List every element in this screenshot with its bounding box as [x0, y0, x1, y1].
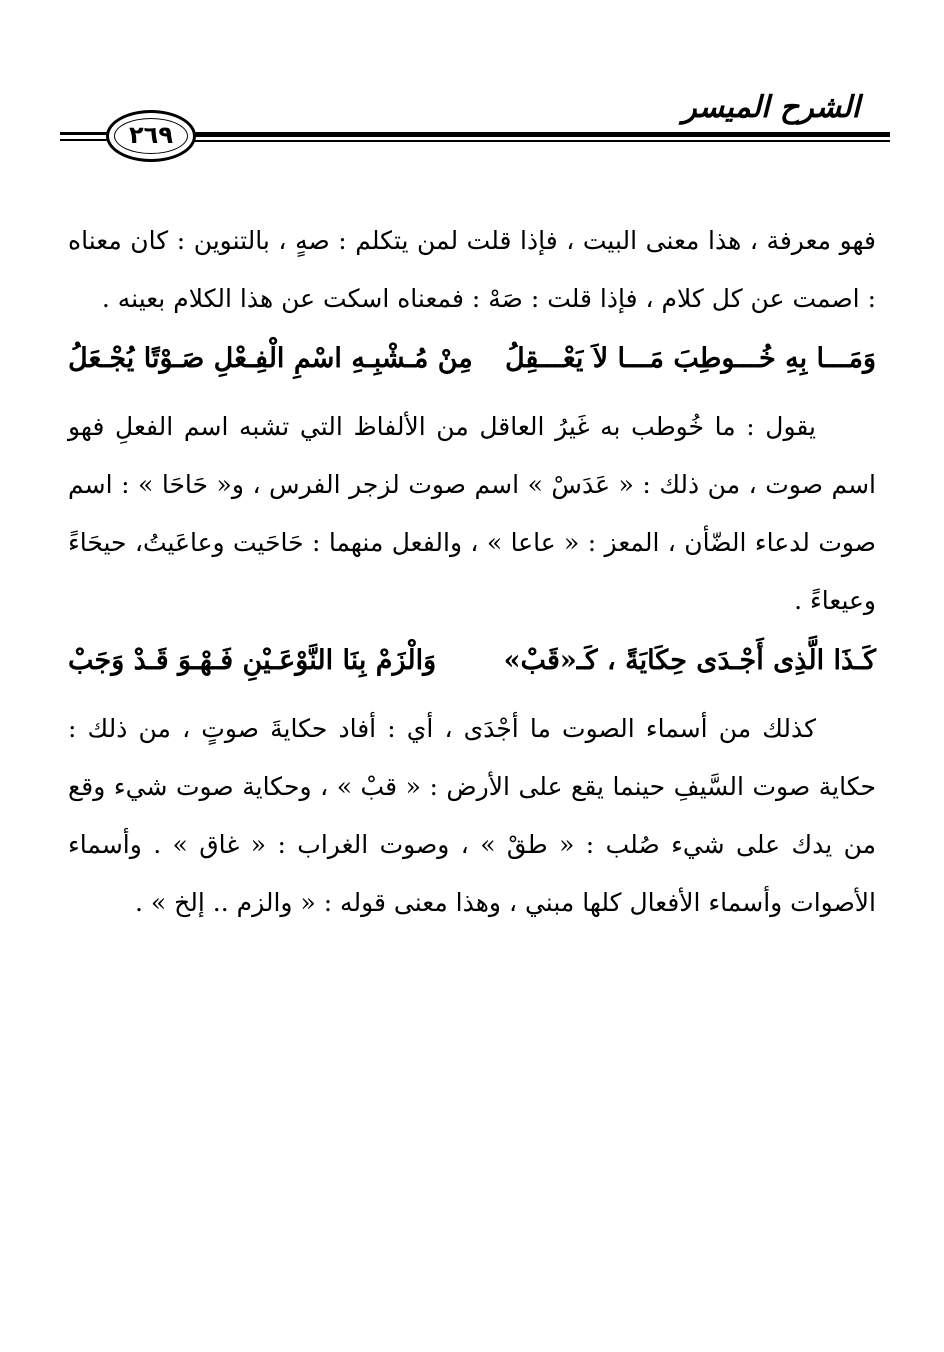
verse-2-second-hemistich: وَالْزَمْ بِنَا النَّوْعَـيْنِ فَـهْـوَ قَـدْ وَجَبْ	[68, 645, 437, 676]
header-rule-thin	[180, 140, 890, 142]
verse-2	[68, 630, 876, 694]
paragraph-1: فهو معرفة ، هذا معنى البيت ، فإذا قلت لمن يتكلم : صهٍ ، بالتنوين : كان معناه : اصمت عن كل كلام ، فإذا قلت : صَهْ : فمعناه اسكت عن هذا الكلام بعينه .	[68, 226, 876, 313]
header-rule-left-top	[60, 132, 112, 135]
page-number-frame	[106, 110, 196, 162]
verse-1-first-hemistich: وَمَـــا بِهِ خُـــوطِبَ مَـــا لاَ يَعْـــقِلُ	[504, 343, 876, 374]
page-header	[60, 88, 890, 168]
verse-1-second-hemistich: مِنْ مُـشْبِـهِ اسْمِ الْفِـعْلِ صَـوْتًا يُجْـعَلُ	[68, 343, 473, 374]
header-rule-thick	[180, 132, 890, 137]
header-rule-left-bottom	[60, 139, 112, 141]
book-title: الشرح الميسر	[682, 90, 860, 125]
page-content	[68, 212, 876, 932]
paragraph-2: يقول : ما خُوطب به غَيرُ العاقل من الألفاظ التي تشبه اسم الفعلِ فهو اسم صوت ، من ذلك : « عَدَسْ » اسم صوت لزجر الفرس ، و« حَاحَا » : اسم صوت لدعاء الضّأن ، المعز : « عاعا » ، والفعل منهما : حَاحَيت وعاعَيتُ، حيحَاءً وعيعاءً .	[68, 412, 876, 615]
verse-2-first-hemistich: كَـذَا الَّذِى أَجْـدَى حِكَايَةً ، كَـ«قَبْ»	[503, 645, 876, 676]
paragraph-3: كذلك من أسماء الصوت ما أجْدَى ، أي : أفاد حكايةَ صوتٍ ، من ذلك : حكاية صوت السَّيفِ حينما يقع على الأرض : « قبْ » ، وحكاية صوت شيء وقع من يدك على شيء صُلب : « طقْ » ، وصوت الغراب : « غاق » . وأسماء الأصوات وأسماء الأفعال كلها مبني ، وهذا معنى قوله : « والزم .. إلخ » .	[68, 714, 876, 917]
page-number: ٢٦٩	[129, 121, 173, 149]
verse-1	[68, 328, 876, 392]
